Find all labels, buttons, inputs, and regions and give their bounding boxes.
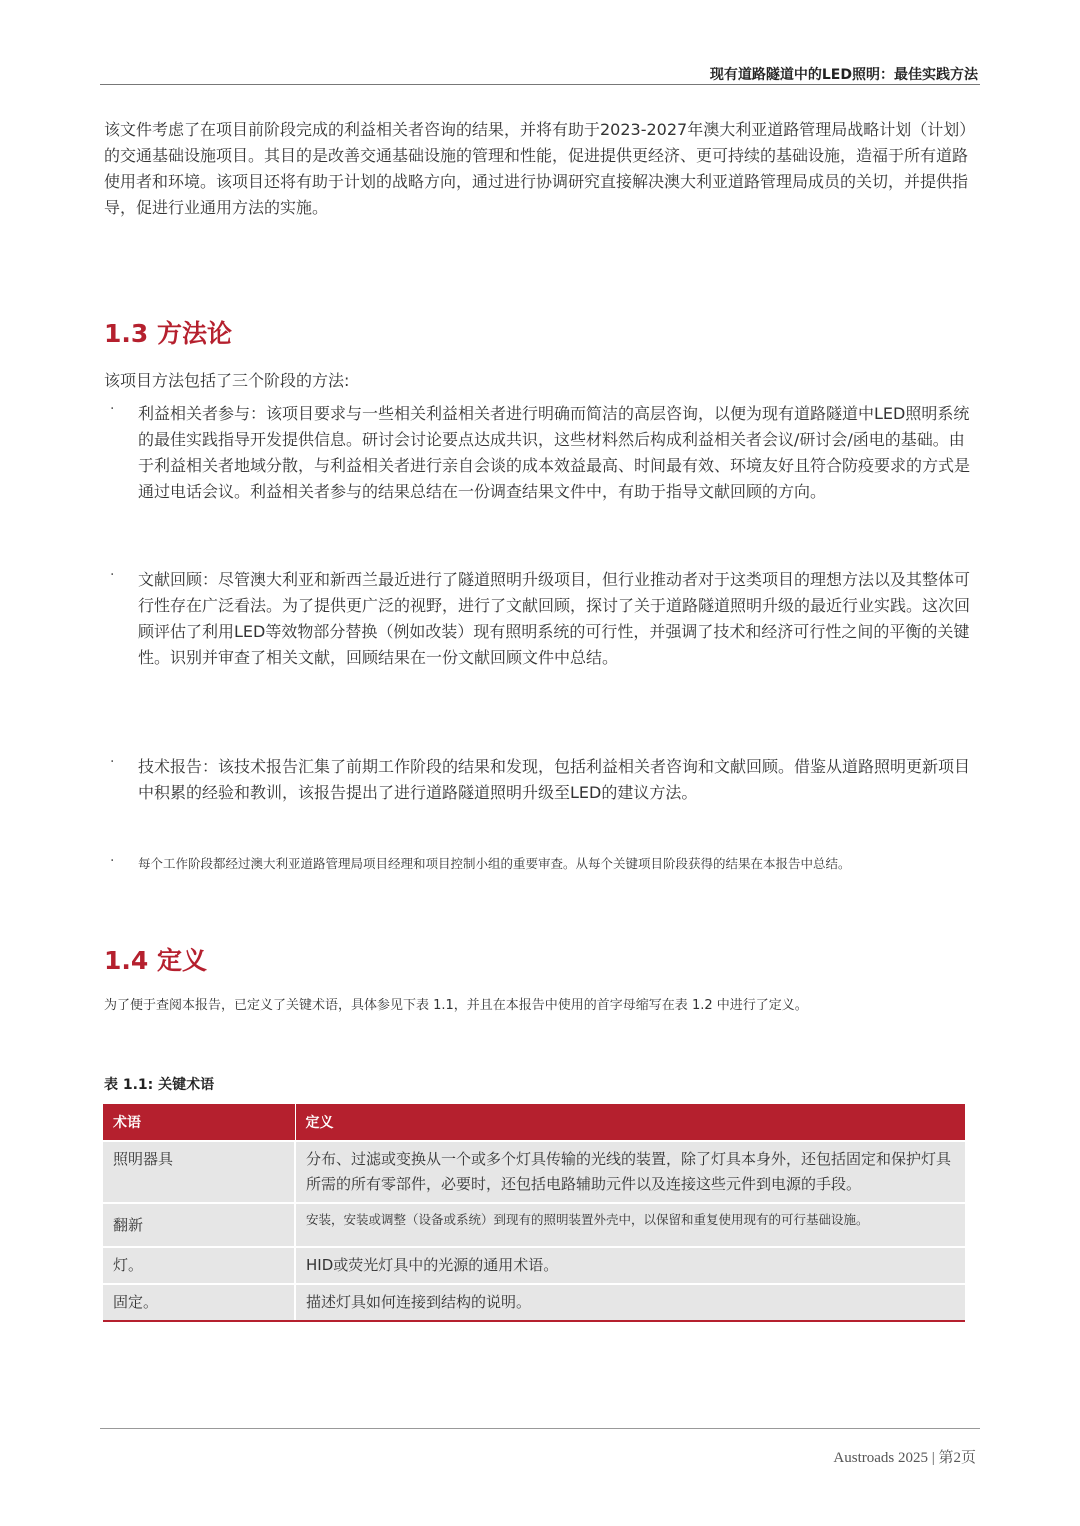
intro-paragraph: 该文件考虑了在项目前阶段完成的利益相关者咨询的结果，并将有助于2023-2027年澳大利亚道路管理局战略计划（计划）的交通基础设施项目。其目的是改善交通基础设施的管理和性能，促进提供更经济、更可持续的基础设施，造福于所有道路使用者和环境。该项目还将有助于计划的战略方向，通过进行协调研究直接解决澳大利亚道路管理局成员的关切，并提供指导，促进行业通用方法的实施。 (104, 120, 976, 217)
header-divider (100, 84, 980, 85)
key-terms-table (103, 1104, 965, 1322)
bullet-marker: · (110, 754, 115, 770)
table-caption: 表 1.1: 关键术语 (104, 1077, 215, 1093)
bullet-marker: · (110, 401, 115, 417)
page-footer: Austroads 2025 | 第2页 (833, 1450, 976, 1466)
table-header-row (103, 1104, 965, 1141)
definitions-intro: 为了便于查阅本报告，已定义了关键术语，具体参见下表 1.1，并且在本报告中使用的首字母缩写在表 1.2 中进行了定义。 (104, 998, 808, 1013)
running-header-title: 现有道路隧道中的LED照明：最佳实践方法 (709, 67, 978, 83)
bullet-text: 文献回顾：尽管澳大利亚和新西兰最近进行了隧道照明升级项目，但行业推动者对于这类项目的理想方法以及其整体可行性存在广泛看法。为了提供更广泛的视野，进行了文献回顾，探讨了关于道路隧道照明升级的最近行业实践。这次回顾评估了利用LED等效物部分替换（例如改装）现有照明系统的可行性，并强调了技术和经济可行性之间的平衡的关键性。识别并审查了相关文献，回顾结果在一份文献回顾文件中总结。 (138, 570, 971, 667)
bullet-text: 技术报告：该技术报告汇集了前期工作阶段的结果和发现，包括利益相关者咨询和文献回顾。借鉴从道路照明更新项目中积累的经验和教训，该报告提出了进行道路隧道照明升级至LED的建议方法。 (138, 757, 971, 802)
section-heading-methodology: 1.3 方法论 (104, 319, 232, 348)
term-cell: 翻新 (103, 1203, 295, 1247)
column-header-definition: 定义 (295, 1104, 965, 1141)
term-cell: 灯。 (103, 1247, 295, 1284)
bullet-technical-report (104, 754, 980, 806)
definition-cell: HID或荧光灯具中的光源的通用术语。 (295, 1247, 965, 1284)
definition-cell: 描述灯具如何连接到结构的说明。 (295, 1284, 965, 1321)
bullet-marker: · (110, 853, 115, 869)
column-header-term: 术语 (103, 1104, 295, 1141)
bullet-marker: · (110, 567, 115, 583)
table-row (103, 1247, 965, 1284)
table-row (103, 1203, 965, 1247)
bullet-text: 利益相关者参与：该项目要求与一些相关利益相关者进行明确而简洁的高层咨询，以便为现有道路隧道中LED照明系统的最佳实践指导开发提供信息。研讨会讨论要点达成共识，这些材料然后构成利益相关者会议/研讨会/函电的基础。由于利益相关者地域分散，与利益相关者进行亲自会谈的成本效益最高、时间最有效、环境友好且符合防疫要求的方式是通过电话会议。利益相关者参与的结果总结在一份调查结果文件中，有助于指导文献回顾的方向。 (138, 404, 971, 501)
term-cell: 固定。 (103, 1284, 295, 1321)
table-row (103, 1284, 965, 1321)
term-cell: 照明器具 (103, 1141, 295, 1203)
footer-divider (100, 1428, 980, 1429)
bullet-literature-review (104, 567, 980, 671)
bullet-text: 每个工作阶段都经过澳大利亚道路管理局项目经理和项目控制小组的重要审查。从每个关键项目阶段获得的结果在本报告中总结。 (138, 856, 851, 871)
methodology-intro: 该项目方法包括了三个阶段的方法: (104, 371, 350, 390)
definition-cell: 分布、过滤或变换从一个或多个灯具传输的光线的装置，除了灯具本身外，还包括固定和保护灯具所需的所有零部件，必要时，还包括电路辅助元件以及连接这些元件到电源的手段。 (295, 1141, 965, 1203)
definition-cell: 安装，安装或调整（设备或系统）到现有的照明装置外壳中，以保留和重复使用现有的可行基础设施。 (295, 1203, 965, 1247)
table-row (103, 1141, 965, 1203)
bullet-stakeholder-engagement (104, 401, 980, 505)
section-heading-definitions: 1.4 定义 (104, 946, 207, 975)
bullet-review-note (104, 853, 980, 875)
